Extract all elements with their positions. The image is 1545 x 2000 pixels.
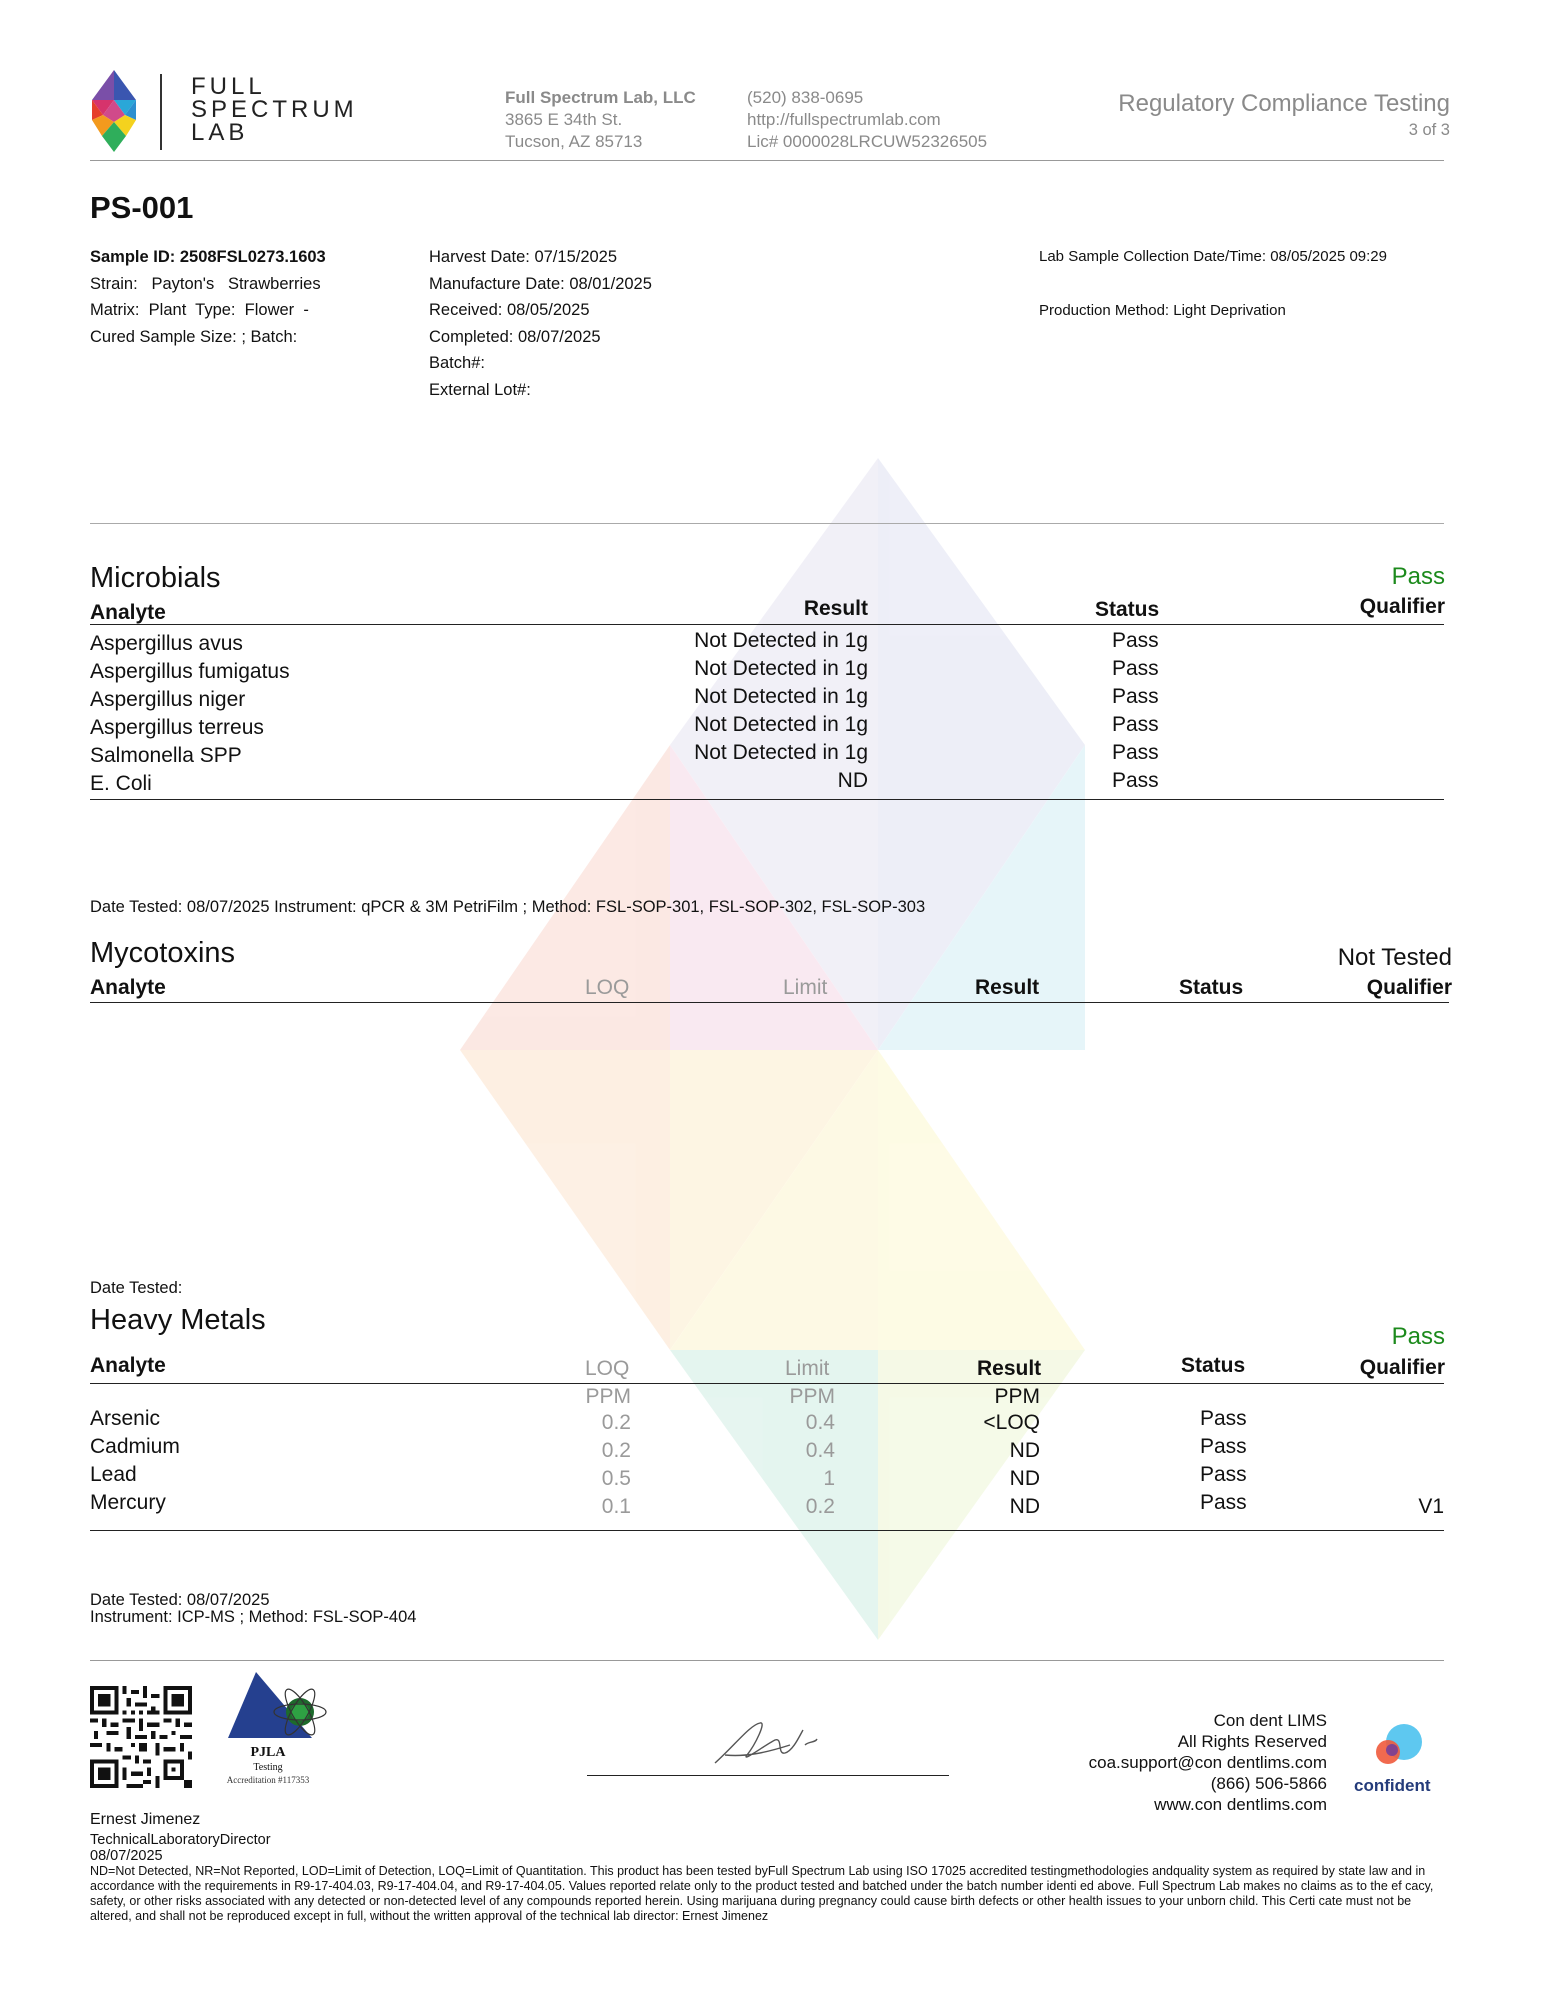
report-title: Regulatory Compliance Testing: [1118, 90, 1450, 117]
batch-number: Batch#:: [429, 354, 485, 372]
lims-phone: (866) 506-5866: [1210, 1774, 1327, 1793]
mycotoxins-col-qualifier: Qualifier: [1366, 976, 1452, 999]
lab-phone: (520) 838-0695: [747, 88, 864, 107]
harvest-date: Harvest Date: 07/15/2025: [429, 248, 618, 266]
microbials-analyte: E. Coli: [90, 772, 152, 795]
microbials-status: Pass: [1112, 769, 1159, 792]
microbials-result: Not Detected in 1g: [694, 713, 868, 736]
lims-website[interactable]: www.con dentlims.com: [1154, 1795, 1327, 1814]
heavy-metals-loq: 0.2: [601, 1411, 631, 1434]
heavy-metals-date-tested: Date Tested: 08/07/2025: [90, 1591, 270, 1609]
heavy-metals-result: ND: [1009, 1467, 1040, 1490]
collection-datetime: Lab Sample Collection Date/Time: 08/05/2025 09:29: [1039, 248, 1387, 265]
microbials-analyte: Aspergillus avus: [90, 632, 243, 655]
heavy-metals-status: Pass: [1200, 1407, 1247, 1430]
signer-title: TechnicalLaboratoryDirector: [90, 1832, 271, 1848]
external-lot: External Lot#:: [429, 380, 531, 399]
microbials-title: Microbials: [90, 562, 221, 594]
mycotoxins-col-limit: Limit: [783, 976, 828, 999]
lims-name: Con dent LIMS: [1213, 1711, 1327, 1730]
confident-brand: confident: [1354, 1776, 1431, 1795]
pjla-accreditation-logo: [226, 1672, 334, 1792]
sample-divider: [90, 523, 1444, 524]
microbials-analyte: Aspergillus fumigatus: [90, 660, 290, 683]
microbials-bottom-rule: [90, 799, 1444, 800]
sample-matrix: Matrix: Plant Type: Flower -: [90, 301, 309, 319]
microbials-col-result: Result: [803, 597, 868, 620]
heavy-metals-title: Heavy Metals: [90, 1304, 266, 1336]
lab-company-name: Full Spectrum Lab, LLC: [505, 88, 696, 107]
mycotoxins-col-loq: LOQ: [585, 976, 630, 999]
microbials-result: Not Detected in 1g: [694, 741, 868, 764]
mycotoxins-col-status: Status: [1179, 976, 1244, 999]
heavy-metals-limit: 1: [823, 1467, 835, 1490]
signer-block: [90, 1832, 271, 1864]
microbials-analyte: Salmonella SPP: [90, 744, 242, 767]
heavy-metals-limit: 0.2: [805, 1495, 835, 1518]
fsl-logo-icon: [90, 70, 138, 152]
sign-date: 08/07/2025: [90, 1848, 163, 1864]
lims-rights: All Rights Reserved: [1177, 1732, 1327, 1751]
disclaimer: ND=Not Detected, NR=Not Reported, LOD=Limit of Detection, LOQ=Limit of Quantitation. This product has been tested byFull Spectrum Lab using ISO 17025 accredited testingmethodologies andquality system as required by state law and in accordance with the requirements in R9-17-404.03, R9-17-404.04, and R9-17-404.05. Values reported relate only to the product tested and batched under the batch number identi ed above. Full Spectrum Lab makes no claims as to the ef cacy, safety, or other risks associated with any detected or non-detected level of any compounds reported herein. Using marijuana during pregnancy could cause birth defects or other health issues to your unborn child. This Certi cate must not be altered, and shall not be reproduced except in full, without the written approval of the technical lab director: Ernest Jimenez: [90, 1864, 1434, 1923]
received-date: Received: 08/05/2025: [429, 301, 590, 319]
heavy-metals-limit: 0.4: [805, 1411, 835, 1434]
microbials-result: ND: [837, 769, 868, 792]
manufacture-date: Manufacture Date: 08/01/2025: [429, 274, 652, 293]
sample-dates: [429, 244, 652, 403]
heavy-metals-status: Pass: [1200, 1491, 1247, 1514]
pjla-name: PJLA: [250, 1745, 286, 1760]
microbials-status: Pass: [1112, 685, 1159, 708]
heavy-metals-test-info: [90, 1592, 416, 1626]
heavy-metals-loq: 0.1: [601, 1495, 631, 1518]
sample-id: Sample ID: 2508FSL0273.1603: [90, 248, 326, 266]
mycotoxins-header-rule: [90, 1002, 1449, 1003]
page-number: 3 of 3: [1408, 121, 1450, 139]
sample-details-left: [90, 244, 345, 350]
production-method: Production Method: Light Deprivation: [1039, 302, 1286, 319]
lab-website: http://fullspectrumlab.com: [747, 110, 941, 129]
heavy-metals-col-limit: Limit: [785, 1357, 830, 1380]
microbials-col-analyte: Analyte: [90, 601, 166, 624]
heavy-metals-analyte: Mercury: [90, 1491, 166, 1514]
heavy-metals-loq: 0.5: [601, 1467, 631, 1490]
footer-divider: [90, 1660, 1444, 1661]
logo-divider: [160, 74, 162, 150]
lab-address: [505, 87, 696, 153]
heavy-metals-col-result: Result: [977, 1357, 1042, 1380]
director-signature: [705, 1715, 835, 1775]
lab-license: Lic# 0000028LRCUW52326505: [747, 132, 988, 151]
lims-email[interactable]: coa.support@con dentlims.com: [1088, 1753, 1327, 1772]
microbials-result: Not Detected in 1g: [694, 685, 868, 708]
logo-wordmark: FULL SPECTRUM LAB: [191, 73, 358, 146]
pjla-testing: Testing: [253, 1762, 283, 1773]
lab-address-line1: 3865 E 34th St.: [505, 110, 623, 129]
heavy-metals-col-analyte: Analyte: [90, 1354, 166, 1377]
heavy-metals-header-rule: [90, 1383, 1444, 1384]
qr-code-icon[interactable]: [90, 1686, 192, 1788]
microbials-col-qualifier: Qualifier: [1359, 595, 1445, 618]
sample-name: PS-001: [90, 190, 194, 225]
heavy-metals-col-loq: LOQ: [585, 1357, 630, 1380]
mycotoxins-overall-status: Not Tested: [1337, 944, 1452, 971]
mycotoxins-col-analyte: Analyte: [90, 976, 166, 999]
microbials-status: Pass: [1112, 629, 1159, 652]
heavy-metals-result: <LOQ: [983, 1411, 1040, 1434]
heavy-metals-analyte: Cadmium: [90, 1435, 180, 1458]
lims-info: [1089, 1710, 1327, 1815]
heavy-metals-unit-limit: PPM: [789, 1385, 835, 1408]
heavy-metals-result: ND: [1009, 1495, 1040, 1518]
signature-line: [587, 1775, 949, 1776]
heavy-metals-status: Pass: [1200, 1435, 1247, 1458]
microbials-header-rule: [90, 624, 1444, 625]
mycotoxins-col-result: Result: [975, 976, 1040, 999]
heavy-metals-analyte: Lead: [90, 1463, 137, 1486]
microbials-overall-status: Pass: [1391, 563, 1445, 590]
heavy-metals-unit-loq: PPM: [585, 1385, 631, 1408]
heavy-metals-bottom-rule: [90, 1530, 1444, 1531]
microbials-status: Pass: [1112, 713, 1159, 736]
pjla-accreditation-number: Accreditation #117353: [226, 1775, 310, 1785]
confident-logo-icon: [1368, 1722, 1428, 1772]
sample-strain: Strain: Payton's Strawberries: [90, 274, 321, 293]
microbials-analyte: Aspergillus niger: [90, 688, 246, 711]
header-divider: [90, 160, 1444, 161]
sample-cured: Cured Sample Size: ; Batch:: [90, 327, 298, 346]
lab-contact: [747, 87, 987, 153]
heavy-metals-result: ND: [1009, 1439, 1040, 1462]
heavy-metals-status: Pass: [1200, 1463, 1247, 1486]
lab-address-line2: Tucson, AZ 85713: [505, 132, 643, 151]
heavy-metals-overall-status: Pass: [1391, 1323, 1445, 1350]
heavy-metals-loq: 0.2: [601, 1439, 631, 1462]
heavy-metals-col-qualifier: Qualifier: [1359, 1356, 1445, 1379]
microbials-result: Not Detected in 1g: [694, 657, 868, 680]
mycotoxins-date-tested: Date Tested:: [90, 1279, 183, 1297]
microbials-date-tested: Date Tested: 08/07/2025 Instrument: qPCR & 3M PetriFilm ; Method: FSL-SOP-301, FSL-SOP-302, FSL-SOP-303: [90, 898, 926, 916]
heavy-metals-instrument: Instrument: ICP-MS ; Method: FSL-SOP-404: [90, 1608, 417, 1626]
mycotoxins-title: Mycotoxins: [90, 937, 236, 969]
microbials-status: Pass: [1112, 741, 1159, 764]
heavy-metals-col-status: Status: [1181, 1354, 1246, 1377]
heavy-metals-qualifier: V1: [1418, 1495, 1444, 1518]
microbials-col-status: Status: [1095, 598, 1160, 621]
microbials-analyte: Aspergillus terreus: [90, 716, 264, 739]
heavy-metals-limit: 0.4: [805, 1439, 835, 1462]
microbials-status: Pass: [1112, 657, 1159, 680]
heavy-metals-analyte: Arsenic: [90, 1407, 161, 1430]
signer-name: Ernest Jimenez: [90, 1811, 201, 1828]
heavy-metals-unit-result: PPM: [994, 1385, 1040, 1408]
microbials-result: Not Detected in 1g: [694, 629, 868, 652]
completed-date: Completed: 08/07/2025: [429, 327, 601, 346]
